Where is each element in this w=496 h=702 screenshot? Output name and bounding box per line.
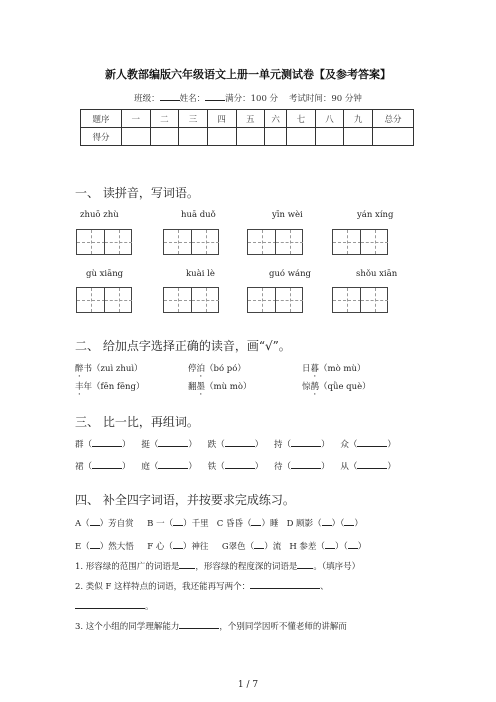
- item-text: （qǜe què）: [319, 382, 371, 392]
- idiom-text: ）流: [264, 542, 282, 552]
- idiom-text: B 一（: [147, 519, 174, 529]
- score-cell[interactable]: [344, 128, 373, 146]
- header-cell: 一: [122, 110, 151, 128]
- question-3: [75, 620, 347, 632]
- header-cell: 题序: [81, 110, 122, 128]
- pinyin-label: zhuō zhù: [80, 210, 119, 220]
- score-header-row: [81, 110, 414, 128]
- compare-char: 裙: [75, 462, 84, 472]
- answer-blank[interactable]: [291, 468, 321, 469]
- item-text: 翻: [188, 382, 197, 392]
- question-text: ，个别同学因听不懂老师的讲解而: [219, 622, 347, 632]
- section1-heading: 一、 读拼音，写词语。: [75, 186, 199, 200]
- idiom-text: ）: [357, 542, 367, 552]
- reading-item[interactable]: [75, 380, 144, 392]
- compare-char: 待: [274, 462, 283, 472]
- header-cell: 四: [207, 110, 236, 128]
- pinyin-label: yán xíng: [357, 210, 394, 220]
- header-cell: 总分: [373, 110, 414, 128]
- idiom-blank[interactable]: [173, 548, 183, 549]
- question-text: 1. 形容绿的范围广的词语是: [75, 562, 180, 572]
- question-text: 、: [320, 582, 329, 592]
- idiom-blank[interactable]: [322, 525, 332, 526]
- score-cell[interactable]: [179, 128, 208, 146]
- answer-blank[interactable]: [92, 446, 122, 447]
- question-text: 。（填序号）: [313, 562, 361, 572]
- question-text: 。: [145, 602, 154, 612]
- score-row-label: 得分: [81, 128, 122, 146]
- header-cell: 九: [344, 110, 373, 128]
- item-text: 停: [188, 364, 197, 374]
- name-label: 姓名：: [179, 94, 206, 104]
- dotted-char: 鹊: [310, 382, 320, 392]
- name-blank: [205, 92, 225, 101]
- compare-row: 裙（ ） 庭（ ） 铁（ ） 待（ ） 从（ ）: [75, 462, 396, 472]
- writing-grid[interactable]: [247, 287, 303, 313]
- idiom-row: [75, 540, 366, 552]
- dotted-char: 墨: [196, 382, 206, 392]
- header-cell: 六: [265, 110, 287, 128]
- page-number: 1 / 7: [237, 680, 259, 690]
- answer-blank[interactable]: [297, 568, 313, 569]
- writing-grid[interactable]: [163, 229, 219, 255]
- section3-heading: 三、 比一比，再组词。: [75, 415, 199, 429]
- idiom-blank[interactable]: [348, 548, 358, 549]
- answer-blank[interactable]: [179, 568, 195, 569]
- answer-blank[interactable]: [291, 446, 321, 447]
- idiom-text: D 顾影（: [286, 519, 322, 529]
- reading-item[interactable]: [75, 362, 143, 374]
- question-2: [75, 580, 329, 592]
- pinyin-label: guó wáng: [269, 269, 311, 279]
- score-cell[interactable]: [207, 128, 236, 146]
- answer-blank[interactable]: [357, 446, 387, 447]
- header-cell: 三: [179, 110, 208, 128]
- answer-blank[interactable]: [92, 468, 122, 469]
- reading-item[interactable]: [302, 380, 371, 392]
- idiom-text: ）（: [334, 542, 348, 552]
- idiom-blank[interactable]: [90, 525, 100, 526]
- writing-grid[interactable]: [163, 287, 219, 313]
- pinyin-label: kuài lè: [186, 269, 215, 279]
- question-text: ，形容绿的程度深的词语是: [195, 562, 298, 572]
- idiom-text: ）睡: [261, 519, 279, 529]
- header-cell: 二: [150, 110, 179, 128]
- idiom-text: H 参差（: [289, 542, 325, 552]
- question-text: 2. 类似 F 这样特点的词语，我还能再写两个：: [75, 582, 251, 592]
- section2-heading: 二、 给加点字选择正确的读音，画“√”。: [75, 339, 291, 353]
- reading-item[interactable]: [302, 362, 365, 374]
- item-text: 日: [302, 364, 311, 374]
- idiom-blank[interactable]: [254, 548, 264, 549]
- idiom-blank[interactable]: [173, 525, 183, 526]
- answer-blank[interactable]: [158, 468, 188, 469]
- score-cell[interactable]: [265, 128, 287, 146]
- compare-char: 跌: [207, 440, 217, 450]
- item-text: （mò mù）: [319, 364, 366, 374]
- answer-blank[interactable]: [225, 468, 255, 469]
- idiom-blank[interactable]: [251, 525, 261, 526]
- idiom-row: [75, 517, 363, 529]
- idiom-text: ）（: [331, 519, 345, 529]
- writing-grid[interactable]: [332, 287, 388, 313]
- writing-grid[interactable]: [332, 229, 388, 255]
- writing-grid[interactable]: [76, 229, 132, 255]
- exam-info: [0, 92, 496, 104]
- answer-blank[interactable]: [225, 446, 255, 447]
- idiom-text: E（: [75, 542, 90, 552]
- answer-blank[interactable]: [179, 628, 219, 629]
- item-text: 年（fēn fēng）: [83, 382, 145, 392]
- item-text: 书（zuì zhuì）: [83, 364, 143, 374]
- question-text: 3. 这个小组的同学理解能力: [75, 622, 180, 632]
- header-cell: 八: [315, 110, 344, 128]
- score-table: [80, 109, 414, 146]
- header-cell: 七: [287, 110, 316, 128]
- dotted-char: 泊: [196, 364, 206, 374]
- score-cell[interactable]: [150, 128, 179, 146]
- answer-blank[interactable]: [250, 588, 320, 589]
- idiom-text: ）芳自赏: [99, 519, 134, 529]
- exam-time: 考试时间：90 分钟: [288, 94, 362, 104]
- pinyin-label: huā duǒ: [181, 210, 216, 220]
- idiom-text: ）神往: [182, 542, 209, 552]
- header-cell: 五: [236, 110, 265, 128]
- idiom-text: ）: [354, 519, 363, 529]
- reading-item[interactable]: [188, 380, 251, 392]
- idiom-blank[interactable]: [325, 548, 335, 549]
- score-cell[interactable]: [287, 128, 316, 146]
- compare-char: 众: [340, 440, 349, 450]
- idiom-blank[interactable]: [90, 548, 100, 549]
- score-cell[interactable]: [122, 128, 151, 146]
- writing-grid[interactable]: [76, 287, 132, 313]
- pinyin-label: yīn wèi: [272, 210, 303, 220]
- compare-char: 群: [75, 440, 84, 450]
- answer-blank[interactable]: [158, 446, 188, 447]
- dotted-char: 丰: [75, 382, 84, 392]
- compare-char: 铁: [207, 462, 217, 472]
- idiom-text: A（: [75, 519, 90, 529]
- item-text: （mù mò）: [205, 382, 252, 392]
- idiom-text: C 昏昏（: [216, 519, 252, 529]
- reading-item[interactable]: [188, 362, 246, 374]
- compare-row: 群（ ） 挺（ ） 跌（ ） 持（ ） 众（ ）: [75, 440, 396, 450]
- question-1: [75, 560, 360, 572]
- item-text: （bó pó）: [205, 364, 246, 374]
- idiom-text: ）千里: [183, 519, 209, 529]
- idiom-text: ）然大悟: [99, 542, 134, 552]
- page-title: 新人教部编版六年级语文上册一单元测试卷【及参考答案】: [105, 68, 391, 81]
- question-2-continued: [75, 600, 154, 612]
- compare-char: 持: [274, 440, 283, 450]
- compare-char: 挺: [141, 440, 150, 450]
- pinyin-label: shǒu xiān: [356, 269, 398, 279]
- score-row: [81, 128, 414, 146]
- idiom-text: F 心（: [147, 542, 173, 552]
- compare-char: 庭: [141, 462, 150, 472]
- score-cell[interactable]: [315, 128, 344, 146]
- score-cell[interactable]: [236, 128, 265, 146]
- answer-blank[interactable]: [357, 468, 387, 469]
- compare-char: 从: [340, 462, 349, 472]
- idiom-blank[interactable]: [344, 525, 354, 526]
- writing-grid[interactable]: [247, 229, 303, 255]
- item-text: 惊: [302, 382, 311, 392]
- answer-blank[interactable]: [75, 608, 145, 609]
- full-score: 满分：100 分: [225, 94, 279, 104]
- class-label: 班级：: [134, 94, 160, 104]
- idiom-text: G翠色（: [221, 542, 255, 552]
- class-blank: [160, 92, 180, 101]
- dotted-char: 暮: [310, 364, 320, 374]
- section4-heading: 四、 补全四字词语，并按要求完成练习。: [75, 493, 295, 507]
- pinyin-label: gù xiāng: [86, 269, 124, 279]
- score-cell[interactable]: [373, 128, 414, 146]
- dotted-char: 醉: [75, 364, 84, 374]
